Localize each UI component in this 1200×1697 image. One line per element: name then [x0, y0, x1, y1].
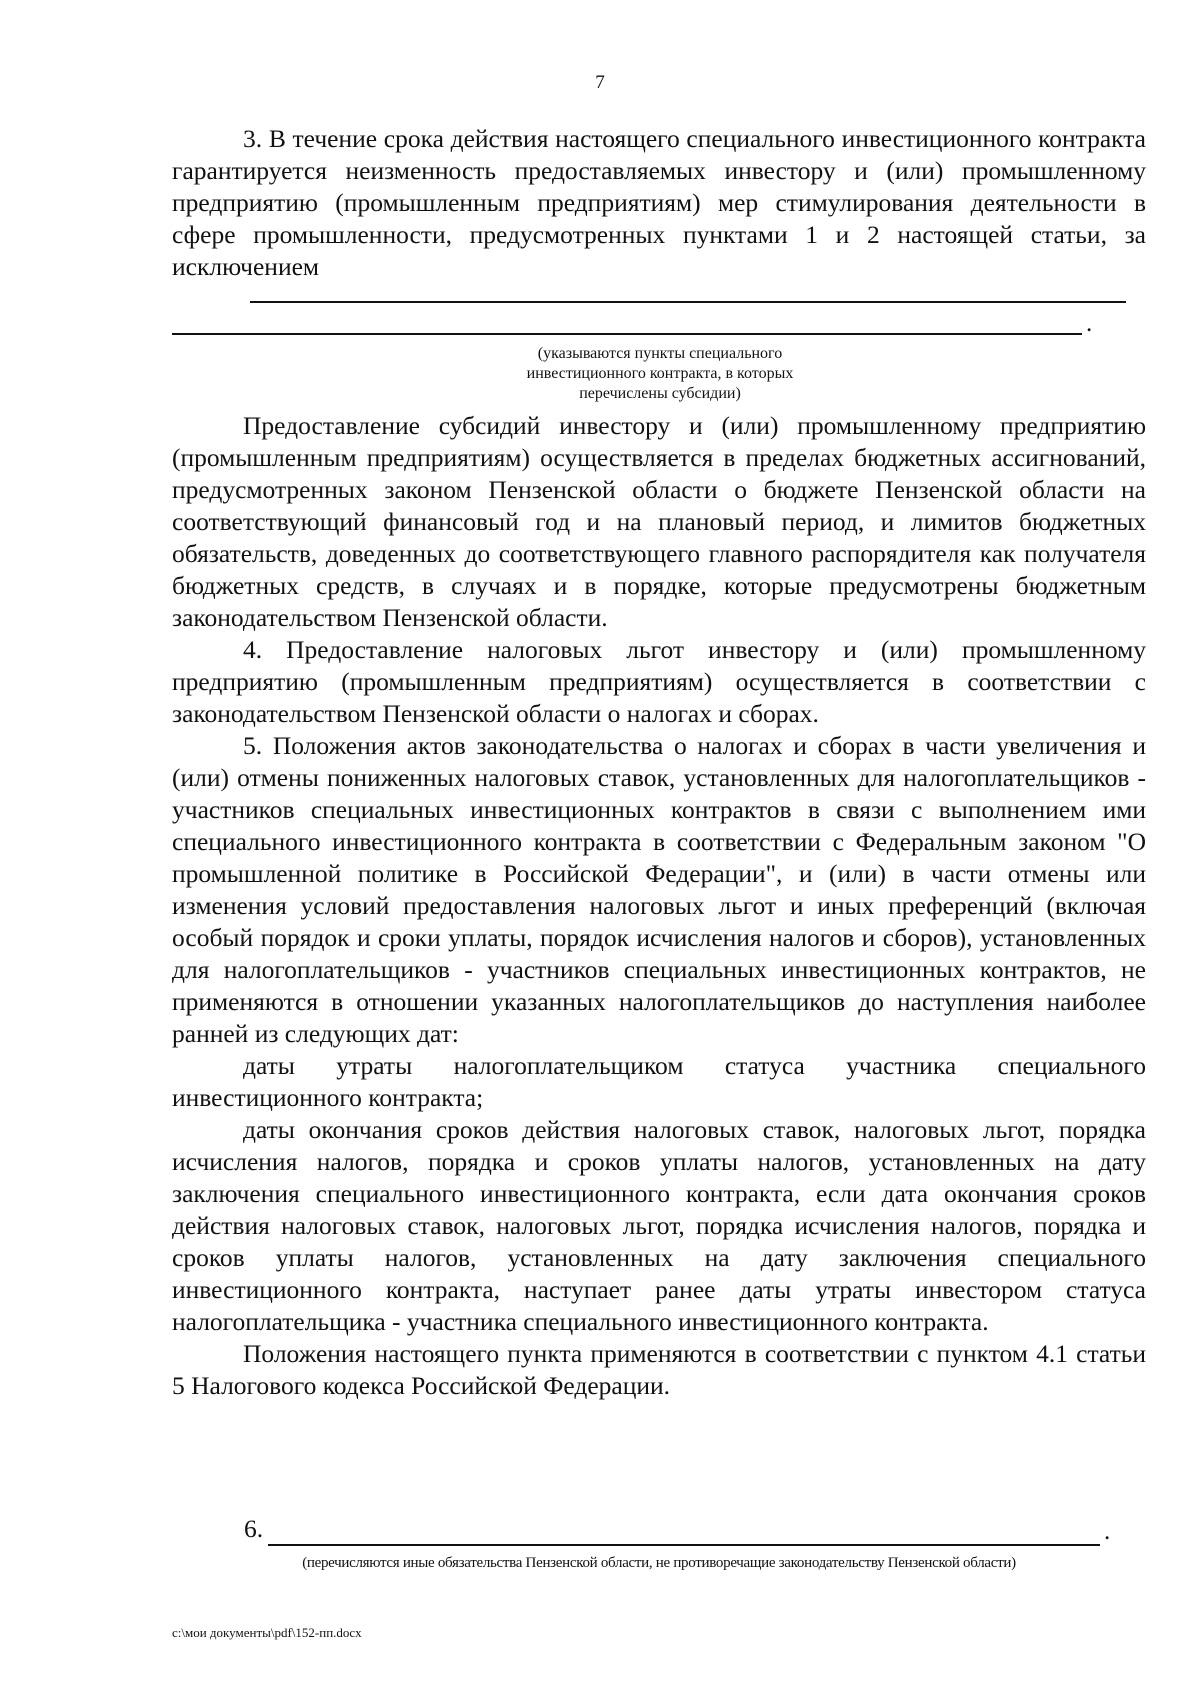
- fill-in-line: [250, 301, 1126, 303]
- line-end-mark: .: [1086, 310, 1093, 337]
- caption-line: перечислены субсидии): [579, 385, 741, 402]
- fill-in-line: [172, 333, 1082, 335]
- paragraph-block-top: [172, 123, 1146, 283]
- fill-in-line: [268, 1544, 1100, 1546]
- file-path: c:\мои документы\pdf\152-пп.docx: [172, 1625, 362, 1640]
- field-caption: [420, 344, 900, 404]
- paragraph-5: 5. Положения актов законодательства о налогах и сборах в части увеличения и (или) отмены пониженных налоговых ставок, установленных для налогоплательщиков - участников специальных инвестиционных контрактов в связи с выполнением ими специального инвестиционного контракта в соответствии с Федеральным законом "О промышленной политике в Российской Федерации", и (или) в части отмены или изменения условий предоставления налоговых льгот и иных преференций (включая особый порядок и сроки уплаты, порядок исчисления налогов и сборов), установленных для налогоплательщиков - участников специальных инвестиционных контрактов, не применяются в отношении указанных налогоплательщиков до наступления наиболее ранней из следующих дат:: [172, 731, 1146, 1048]
- paragraph-5-reference: Положения настоящего пункта применяются в соответствии с пунктом 4.1 статьи 5 Налогового кодекса Российской Федерации.: [172, 1339, 1146, 1400]
- paragraph-block-main: [172, 410, 1146, 1402]
- item-6-number: 6.: [244, 1514, 264, 1543]
- paragraph-5-date-1: даты утраты налогоплательщиком статуса участника специального инвестиционного контракта;: [172, 1051, 1146, 1112]
- caption-line: инвестиционного контракта, в которых: [526, 365, 794, 382]
- paragraph-3: 3. В течение срока действия настоящего специального инвестиционного контракта гарантируется неизменность предоставляемых инвестору и (или) промышленному предприятию (промышленным предприятиям) мер стимулирования деятельности в сфере промышленности, предусмотренных пунктами 1 и 2 настоящей статьи, за исключением: [172, 124, 1146, 281]
- paragraph-4: 4. Предоставление налоговых льгот инвестору и (или) промышленному предприятию (промышленным предприятиям) осуществляется в соответствии с законодательством Пензенской области о налогах и сборах.: [172, 635, 1146, 728]
- paragraph-subsidies: Предоставление субсидий инвестору и (или) промышленному предприятию (промышленным предприятиям) осуществляется в пределах бюджетных ассигнований, предусмотренных законом Пензенской области о бюджете Пензенской области на соответствующий финансовый год и на плановый период, и лимитов бюджетных обязательств, доведенных до соответствующего главного распорядителя как получателя бюджетных средств, в случаях и в порядке, которые предусмотрены бюджетным законодательством Пензенской области.: [172, 411, 1146, 632]
- line-end-mark: .: [1104, 1518, 1111, 1545]
- paragraph-5-date-2: даты окончания сроков действия налоговых ставок, налоговых льгот, порядка исчисления налогов, порядка и сроков уплаты налогов, установленных на дату заключения специального инвестиционного контракта, если дата окончания сроков действия налоговых ставок, налоговых льгот, порядка исчисления налогов, порядка и сроков уплаты налогов, установленных на дату заключения специального инвестиционного контракта, наступает ранее даты утраты инвестором статуса налогоплательщика - участника специального инвестиционного контракта.: [172, 1115, 1146, 1336]
- page-number: 7: [595, 72, 605, 93]
- caption-line: (указываются пункты специального: [537, 345, 783, 362]
- field-caption: (перечисляются иные обязательства Пензенской области, не противоречащие законодательству Пензенской области): [302, 1555, 1016, 1571]
